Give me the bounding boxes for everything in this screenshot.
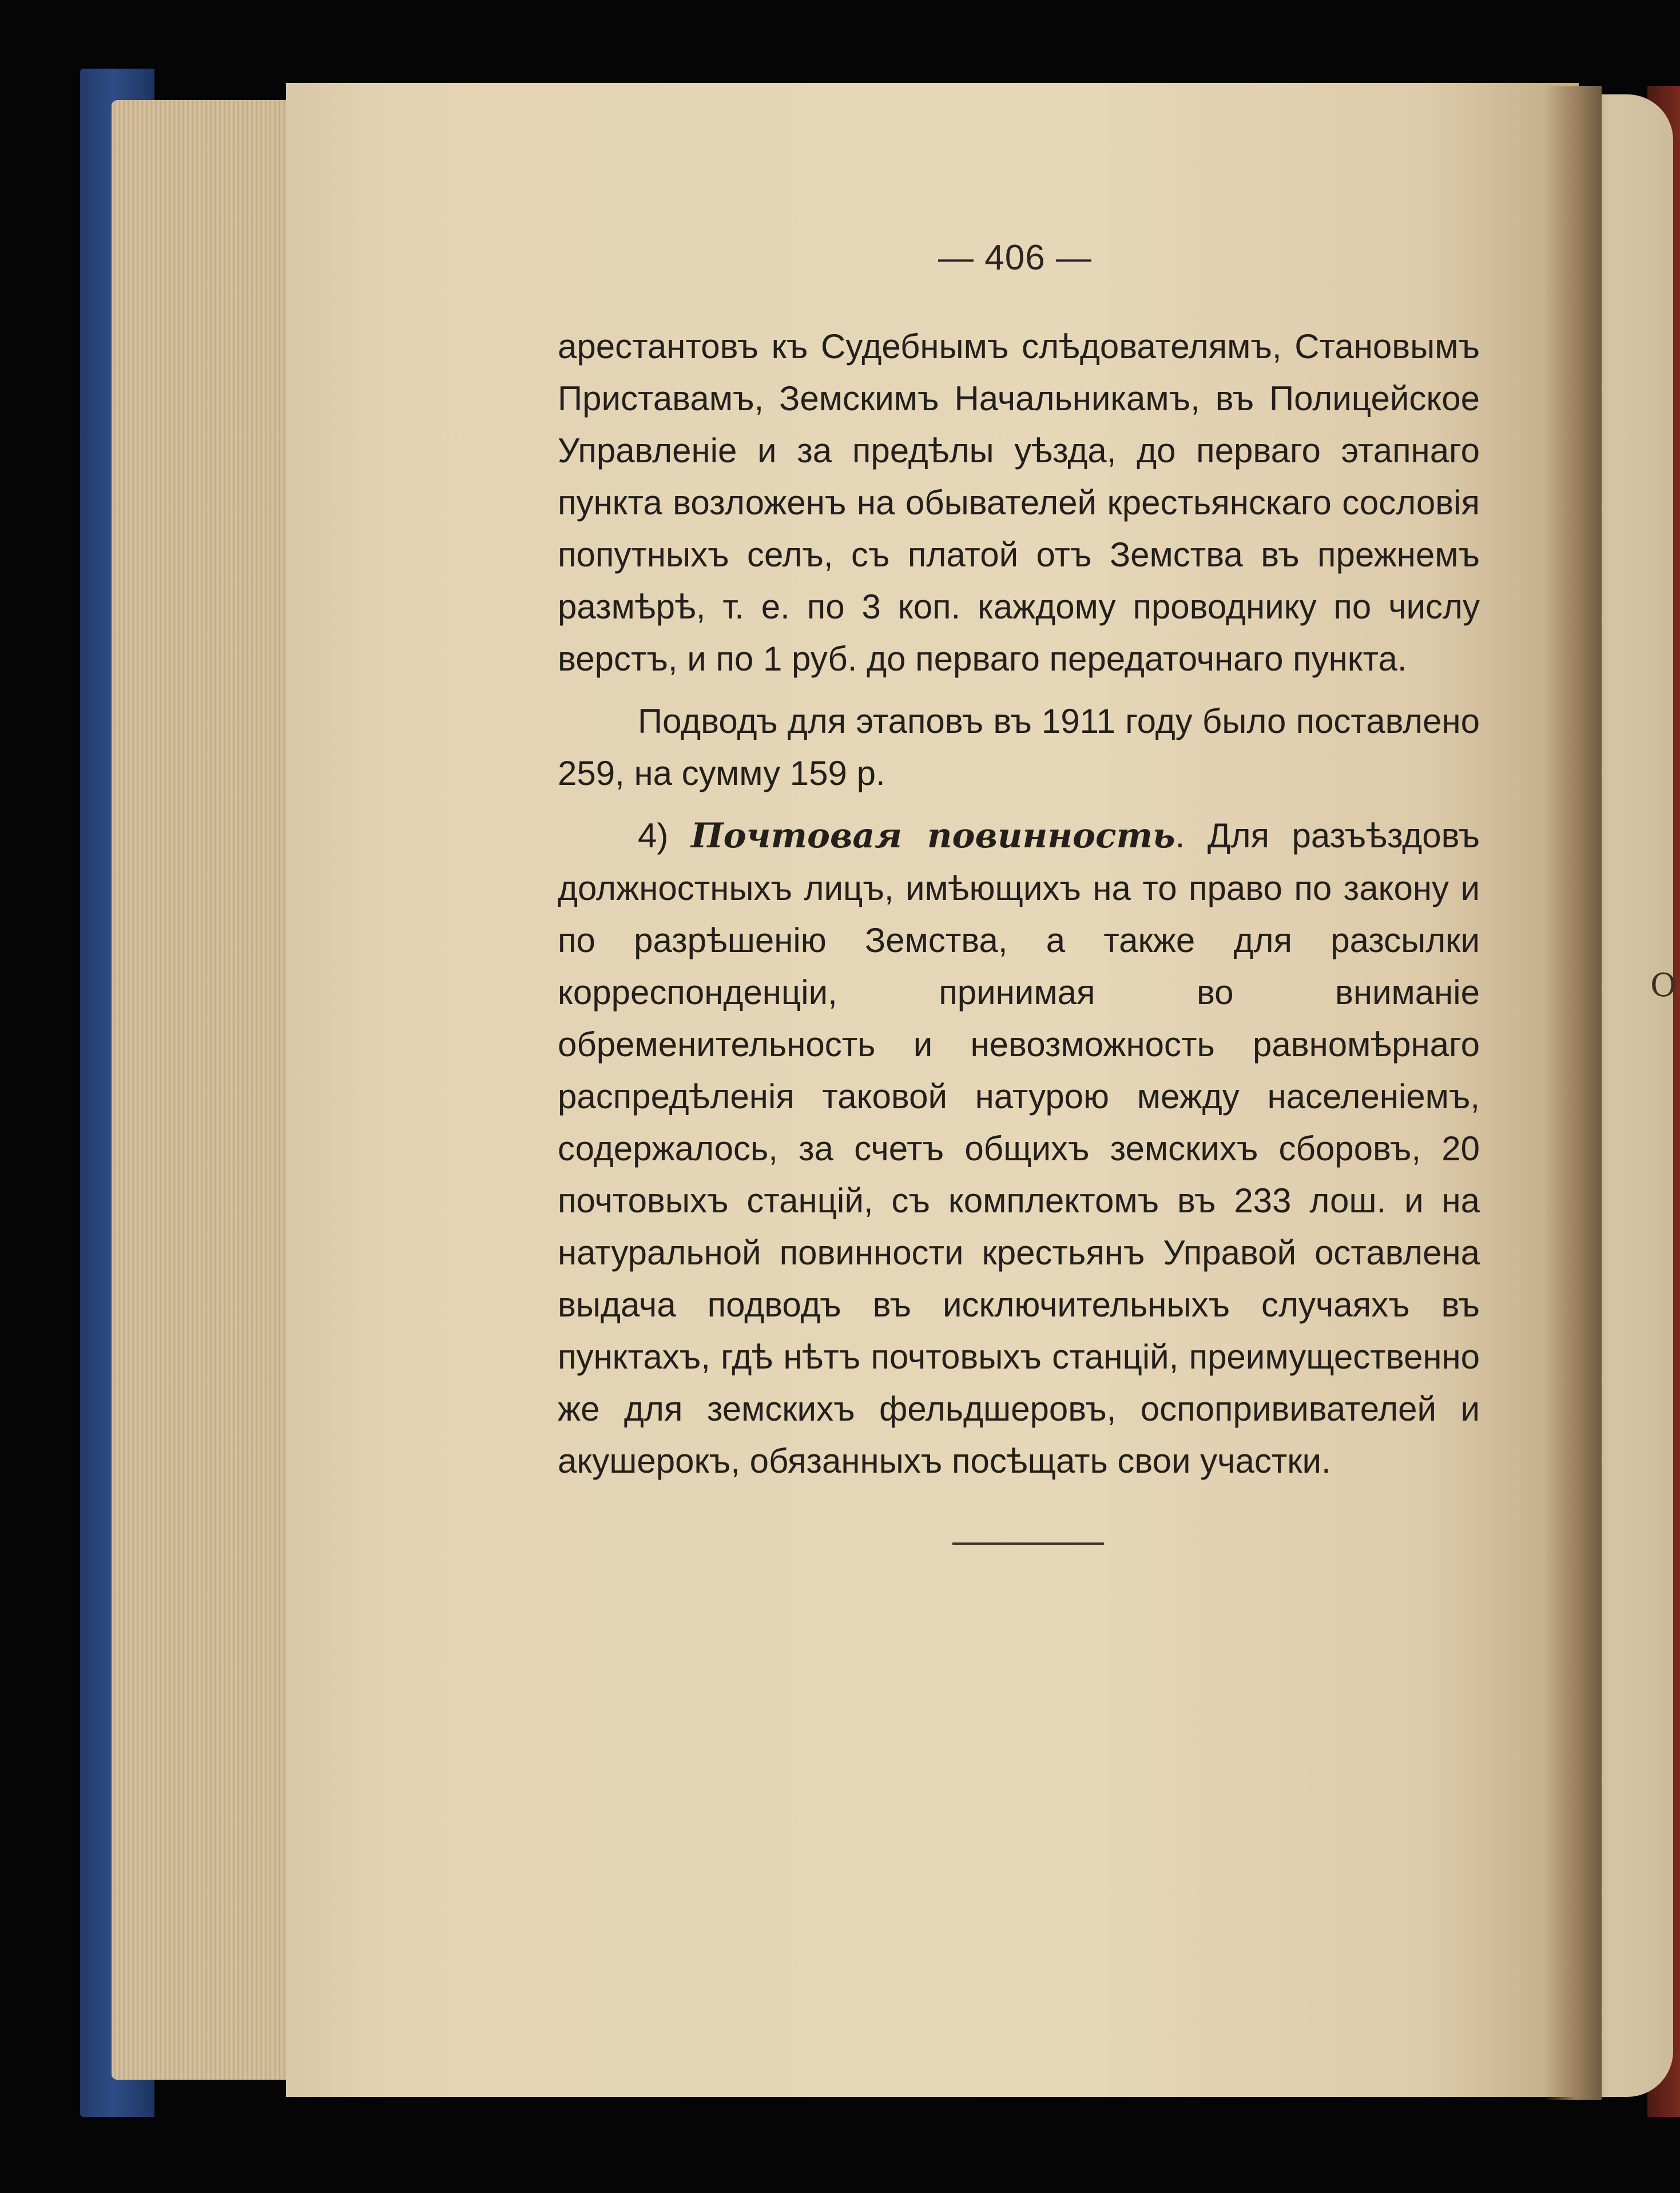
section-title: Почтовая повинность	[690, 816, 1175, 856]
section-number: 4)	[638, 816, 669, 855]
section-divider	[952, 1542, 1104, 1545]
paragraph-1: арестантовъ къ Судебнымъ слѣдователямъ, Становымъ Приставамъ, Земскимъ Начальникамъ, въ Полицейское Управленіе и за предѣлы уѣзда, до перваго этапнаго пункта возложенъ на обывателей крестьянскаго сословія попутныхъ селъ, съ платой отъ Земства въ прежнемъ размѣрѣ, т. е. по 3 коп. каждому проводнику по числу верстъ, и по 1 руб. до перваго передаточнаго пункта.	[558, 327, 1480, 678]
page-number: — 406 —	[938, 238, 1092, 277]
page-text	[558, 320, 1480, 1487]
adjacent-page-letter: О	[1650, 967, 1677, 1004]
paragraph-3-body: . Для разъѣздовъ должностныхъ лицъ, имѣющихъ на то право по закону и по разрѣшенію Земства, а также для разсылки корреспонденціи, принимая во вниманіе обременительность и невозможность равномѣрнаго распредѣленія таковой натурою между населеніемъ, содержалось, за счетъ общихъ земскихъ сборовъ, 20 почтовыхъ станцій, съ комплектомъ въ 233 лош. и на натуральной повинности крестьянъ Управой оставлена выдача подводъ въ исключительныхъ случаяхъ въ пунктахъ, гдѣ нѣтъ почтовыхъ станцій, преимущественно же для земскихъ фельдшеровъ, оспопрививателей и акушерокъ, обязанныхъ посѣщать свои участки.	[558, 816, 1480, 1480]
page-edges	[112, 100, 300, 2080]
paragraph-3	[558, 810, 1480, 1487]
paragraph-2: Подводъ для этаповъ въ 1911 году было поставлено 259, на сумму 159 р.	[558, 702, 1480, 792]
page-gutter	[1544, 86, 1602, 2100]
